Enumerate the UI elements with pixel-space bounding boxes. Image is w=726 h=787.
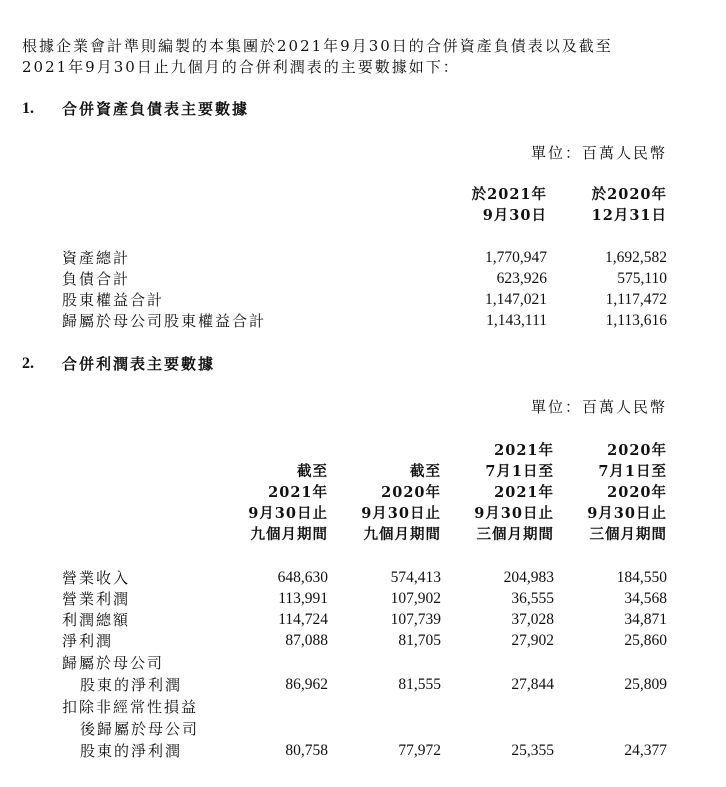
bs-col2-header-line2: 12月31日 xyxy=(591,207,667,224)
bs-row-value: 623,926 xyxy=(496,270,547,287)
is-row-value: 25,809 xyxy=(624,676,667,693)
bs-row-value: 1,113,616 xyxy=(605,312,667,329)
is-row-label: 利潤總額 xyxy=(62,611,131,629)
bs-row-value: 1,143,111 xyxy=(486,312,547,329)
is-row-value: 81,705 xyxy=(398,632,441,649)
bs-row-label: 歸屬於母公司股東權益合計 xyxy=(62,312,267,330)
bs-row-value: 1,117,472 xyxy=(605,291,667,308)
is-row-value: 27,844 xyxy=(511,676,554,693)
is-row-value: 107,902 xyxy=(390,590,441,607)
section2-number: 2. xyxy=(22,355,34,372)
bs-col1-header-line1: 於2021年 xyxy=(471,186,547,203)
is-col3-header: 三個月期間 xyxy=(476,526,554,543)
is-row-label: 淨利潤 xyxy=(62,632,114,650)
is-row-value: 107,739 xyxy=(390,611,441,628)
is-row-value: 204,983 xyxy=(503,569,554,586)
bs-row-value: 1,770,947 xyxy=(485,249,547,266)
bs-row-value: 575,110 xyxy=(617,270,667,287)
is-row-label: 扣除非經常性損益 xyxy=(62,698,199,716)
is-row-label: 歸屬於母公司 xyxy=(62,654,165,672)
is-row-value: 36,555 xyxy=(511,590,554,607)
bs-row-value: 1,147,021 xyxy=(485,291,547,308)
is-col4-header: 2020年 xyxy=(607,484,667,501)
is-row-label: 後歸屬於母公司 xyxy=(80,720,200,738)
section1-number: 1. xyxy=(22,100,34,117)
is-col1-header: 9月30日止 xyxy=(248,505,328,522)
is-row-label: 股東的淨利潤 xyxy=(80,676,183,694)
bs-row-label: 負債合計 xyxy=(62,270,131,288)
is-row-value: 27,902 xyxy=(511,632,554,649)
bs-col1-header-line2: 9月30日 xyxy=(482,207,547,224)
is-row-value: 574,413 xyxy=(390,569,441,586)
is-row-value: 113,991 xyxy=(278,590,328,607)
is-row-value: 25,355 xyxy=(511,742,554,759)
is-row-value: 25,860 xyxy=(624,632,667,649)
bs-row-label: 資產總計 xyxy=(62,249,131,267)
intro-line-1: 根據企業會計準則編製的本集團於2021年9月30日的合併資產負債表以及截至 xyxy=(22,37,613,55)
is-col3-header: 9月30日止 xyxy=(474,505,554,522)
is-col2-header: 九個月期間 xyxy=(363,526,441,543)
is-col2-header: 截至 xyxy=(410,463,441,480)
is-col4-header: 7月1日至 xyxy=(598,463,667,480)
is-row-label: 營業利潤 xyxy=(62,590,131,608)
is-col4-header: 三個月期間 xyxy=(589,526,667,543)
is-col2-header: 2020年 xyxy=(381,484,441,501)
is-col1-header: 截至 xyxy=(297,463,328,480)
is-row-value: 81,555 xyxy=(398,676,441,693)
is-row-label: 營業收入 xyxy=(62,569,131,587)
section2-unit: 單位：百萬人民幣 xyxy=(530,398,667,416)
bs-row-value: 1,692,582 xyxy=(605,249,667,266)
is-col1-header: 2021年 xyxy=(268,484,328,501)
is-col3-header: 7月1日至 xyxy=(485,463,554,480)
bs-row-label: 股東權益合計 xyxy=(62,291,165,309)
section2-title: 合併利潤表主要數據 xyxy=(62,355,216,373)
is-col2-header: 9月30日止 xyxy=(361,505,441,522)
is-row-value: 34,568 xyxy=(624,590,667,607)
is-row-value: 77,972 xyxy=(398,742,441,759)
is-col1-header: 九個月期間 xyxy=(250,526,328,543)
is-row-value: 80,758 xyxy=(285,742,328,759)
is-row-value: 34,871 xyxy=(624,611,667,628)
section1-title: 合併資產負債表主要數據 xyxy=(62,100,250,118)
is-row-label: 股東的淨利潤 xyxy=(80,742,183,760)
section1-unit: 單位：百萬人民幣 xyxy=(530,144,667,162)
is-row-value: 184,550 xyxy=(616,569,667,586)
is-col3-header: 2021年 xyxy=(494,484,554,501)
is-col4-header: 9月30日止 xyxy=(587,505,667,522)
is-row-value: 24,377 xyxy=(624,742,667,759)
bs-col2-header-line1: 於2020年 xyxy=(591,186,667,203)
is-col3-header: 2021年 xyxy=(494,442,554,459)
is-row-value: 648,630 xyxy=(277,569,328,586)
is-row-value: 87,088 xyxy=(285,632,328,649)
is-row-value: 86,962 xyxy=(285,676,328,693)
is-row-value: 114,724 xyxy=(278,611,328,628)
is-col4-header: 2020年 xyxy=(607,442,667,459)
intro-line-2: 2021年9月30日止九個月的合併利潤表的主要數據如下： xyxy=(22,58,460,76)
is-row-value: 37,028 xyxy=(511,611,554,628)
